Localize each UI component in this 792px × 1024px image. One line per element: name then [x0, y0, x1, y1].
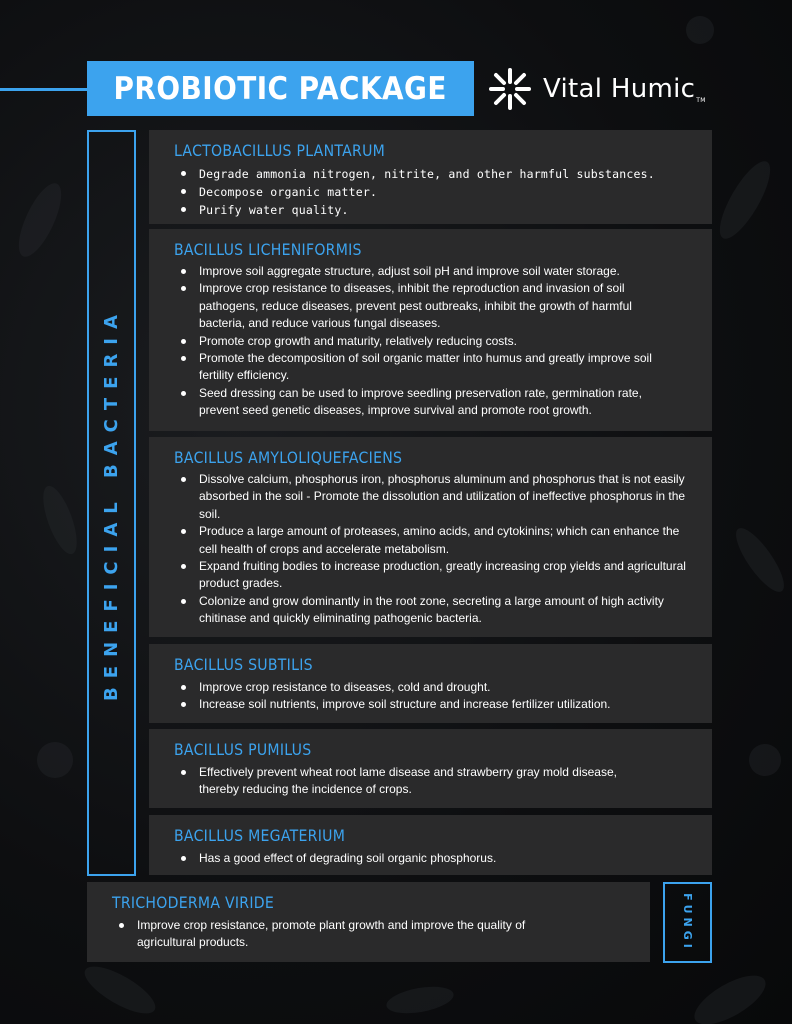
card-title: BACILLUS PUMILUS: [174, 740, 312, 759]
card-bacillus-amyloliquefaciens: [149, 437, 712, 637]
trademark-mark: TM: [696, 97, 706, 104]
card-title: BACILLUS SUBTILIS: [174, 655, 313, 674]
list-item: Effectively prevent wheat root lame disease and strawberry gray mold disease, thereby reducing the incidence of crops.: [177, 764, 657, 799]
list-item: Improve soil aggregate structure, adjust soil pH and improve soil water storage.: [177, 263, 677, 280]
header-accent-line: [0, 88, 90, 91]
beneficial-bacteria-label: BENEFICIAL BACTERIA: [101, 305, 122, 701]
card-bacillus-licheniformis: [149, 229, 712, 431]
page-title: PROBIOTIC PACKAGE: [113, 70, 448, 107]
card-bullet-list: [177, 764, 657, 799]
card-bacillus-subtilis: [149, 644, 712, 723]
list-item: Dissolve calcium, phosphorus iron, phosphorus aluminum and phosphorus that is not easily absorbed in the soil - Promote the dissolution and utilization of ineffective phosphorus in the soil.: [177, 471, 687, 523]
list-item: Degrade ammonia nitrogen, nitrite, and other harmful substances.: [177, 165, 655, 183]
card-bullet-list: [177, 165, 655, 219]
card-bullet-list: [177, 263, 677, 420]
card-bullet-list: [177, 471, 687, 628]
card-title: BACILLUS MEGATERIUM: [174, 826, 346, 845]
list-item: Increase soil nutrients, improve soil structure and increase fertilizer utilization.: [177, 696, 677, 713]
vital-humic-burst-logo-icon: [487, 66, 533, 112]
fungi-label-box: [663, 882, 712, 963]
list-item: Colonize and grow dominantly in the root zone, secreting a large amount of high activity chitinase and quickly eliminating pathogenic bacteria.: [177, 593, 687, 628]
brand-name: Vital HumicTM: [543, 74, 706, 104]
list-item: Improve crop resistance to diseases, inhibit the reproduction and invasion of soil pathogens, reduce diseases, prevent pest outbreaks, inhibit the growth of harmful bacteria, and reduce various fungal diseases.: [177, 280, 677, 332]
list-item: Promote crop growth and maturity, relatively reducing costs.: [177, 333, 677, 350]
list-item: Purify water quality.: [177, 201, 655, 219]
list-item: Expand fruiting bodies to increase production, greatly increasing crop yields and agricultural product grades.: [177, 558, 687, 593]
list-item: Promote the decomposition of soil organic matter into humus and greatly improve soil fertility efficiency.: [177, 350, 677, 385]
list-item: Decompose organic matter.: [177, 183, 655, 201]
list-item: Improve crop resistance to diseases, cold and drought.: [177, 679, 677, 696]
card-trichoderma-viride: [87, 882, 650, 962]
list-item: Produce a large amount of proteases, amino acids, and cytokinins; which can enhance the cell health of crops and accelerate metabolism.: [177, 523, 687, 558]
card-title: BACILLUS AMYLOLIQUEFACIENS: [174, 448, 403, 467]
card-title: LACTOBACILLUS PLANTARUM: [174, 141, 386, 160]
list-item: Has a good effect of degrading soil organic phosphorus.: [177, 850, 496, 867]
fungi-label: FUNGI: [681, 893, 694, 952]
beneficial-bacteria-label-box: [87, 130, 136, 876]
list-item: Improve crop resistance, promote plant growth and improve the quality of agricultural products.: [115, 917, 535, 952]
card-bullet-list: [177, 850, 496, 867]
list-item: Seed dressing can be used to improve seedling preservation rate, germination rate, prevent seed genetic diseases, improve survival and promote root growth.: [177, 385, 677, 420]
card-bacillus-pumilus: [149, 729, 712, 808]
card-title: BACILLUS LICHENIFORMIS: [174, 240, 362, 259]
card-bullet-list: [177, 679, 677, 714]
card-title: TRICHODERMA VIRIDE: [112, 893, 275, 912]
card-bacillus-megaterium: [149, 815, 712, 875]
card-lactobacillus-plantarum: [149, 130, 712, 224]
brand-logo: [487, 66, 706, 112]
card-bullet-list: [115, 917, 535, 952]
title-banner: [87, 61, 474, 116]
